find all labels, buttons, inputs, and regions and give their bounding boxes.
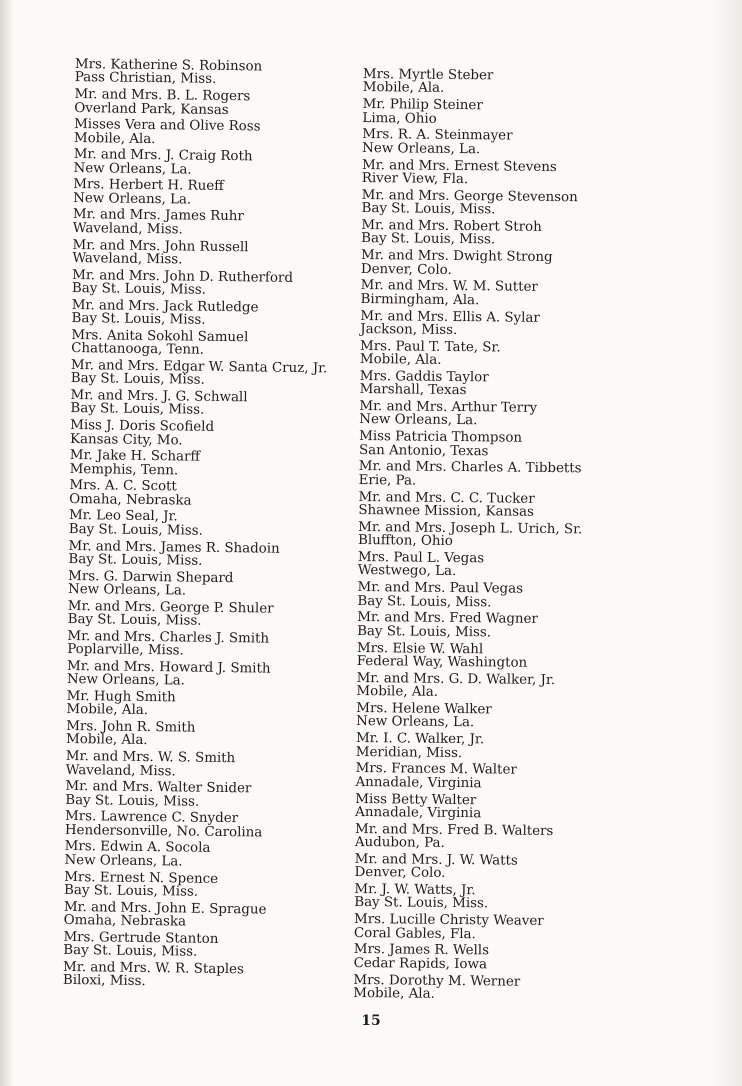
list-item [354, 943, 664, 976]
list-item [359, 460, 669, 493]
entry-name: Mr. Hugh Smith [66, 688, 176, 706]
entry-name: Mr. and Mrs. Fred B. Walters [354, 821, 554, 839]
list-item [69, 509, 349, 543]
page-binding-shadow [0, 0, 14, 1086]
entry-place: New Orleans, La. [356, 714, 475, 731]
list-item [64, 901, 344, 935]
entry-place: Mobile, Ala. [66, 702, 149, 719]
entry-place: Hendersonville, No. Carolina [64, 822, 263, 841]
entry-place: Bay St. Louis, Miss. [68, 521, 203, 539]
entry-place: Overland Park, Kansas [74, 100, 229, 118]
entry-name: Mr. and Mrs. John Russell [72, 237, 249, 255]
entry-place: Lima, Ohio [362, 110, 437, 127]
entry-place: Westwego, La. [357, 563, 457, 580]
list-item [362, 98, 672, 131]
list-item [360, 340, 670, 373]
entry-place: New Orleans, La. [359, 412, 478, 429]
entry-place: Waveland, Miss. [72, 220, 183, 238]
list-item [357, 642, 667, 675]
entry-place: Annadale, Virginia [355, 804, 482, 822]
entry-name: Mr. and Mrs. C. C. Tucker [358, 489, 535, 507]
entry-place: Audubon, Pa. [354, 835, 445, 851]
list-item [68, 600, 348, 634]
right-column [353, 68, 673, 1007]
entry-place: New Orleans, La. [64, 852, 183, 870]
entry-place: Birmingham, Ala. [360, 291, 480, 308]
entry-name: Mrs. Edwin A. Socola [64, 839, 211, 857]
entry-name: Mrs. Gaddis Taylor [359, 368, 489, 386]
entry-name: Mr. and Mrs. Arthur Terry [359, 399, 538, 416]
entry-name: Mr. Philip Steiner [362, 97, 483, 114]
entry-place: Mobile, Ala. [353, 985, 435, 1002]
entry-name: Mr. and Mrs. George P. Shuler [67, 598, 274, 617]
list-item [354, 853, 664, 886]
list-item [360, 279, 670, 312]
entry-place: Jackson, Miss. [360, 321, 458, 338]
entry-name: Mr. Leo Seal, Jr. [68, 508, 178, 525]
entry-name: Mr. and Mrs. Fred Wagner [357, 610, 538, 628]
entry-name: Mr. J. W. Watts, Jr. [354, 882, 476, 899]
entry-place: Erie, Pa. [358, 472, 417, 489]
list-item [362, 159, 672, 192]
entry-name: Mr. and Mrs. Charles A. Tibbetts [358, 459, 582, 477]
entry-place: New Orleans, La. [66, 672, 186, 689]
entry-name: Mrs. John R. Smith [66, 719, 196, 736]
entry-name: Mr. and Mrs. Ellis A. Sylar [360, 308, 540, 326]
entry-place: Mobile, Ala. [65, 732, 148, 749]
entry-place: Waveland, Miss. [72, 250, 183, 268]
entry-place: Bay St. Louis, Miss. [64, 882, 199, 900]
entry-place: Coral Gables, Fla. [353, 925, 476, 942]
entry-place: Annadale, Virginia [355, 774, 482, 791]
entry-name: Mr. and Mrs. Paul Vegas [357, 580, 524, 597]
entry-name: Mrs. Frances M. Walter [355, 761, 517, 778]
entry-name: Mr. and Mrs. John D. Rutherford [72, 267, 294, 286]
entry-place: New Orleans, La. [67, 581, 187, 599]
entry-place: Chattanooga, Tenn. [71, 341, 205, 358]
entry-name: Mr. and Mrs. Charles J. Smith [67, 628, 270, 647]
page-number: 15 [361, 1013, 381, 1029]
entry-name: Mrs. Ernest N. Spence [64, 869, 219, 887]
entry-place: Bay St. Louis, Miss. [70, 401, 205, 419]
list-item [358, 491, 668, 524]
list-item [362, 128, 672, 161]
entry-name: Mr. and Mrs. Walter Snider [65, 779, 252, 797]
list-item [356, 732, 666, 765]
entry-place: Mobile, Ala. [73, 130, 156, 147]
entry-place: Biloxi, Miss. [62, 973, 146, 990]
entry-name: Miss Patricia Thompson [359, 429, 523, 446]
left-column [63, 58, 355, 994]
entry-place: Kansas City, Mo. [69, 431, 183, 448]
entry-name: Miss J. Doris Scofield [70, 418, 215, 435]
entry-name: Mr. and Mrs. James R. Shadoin [68, 538, 280, 557]
entry-place: Mobile, Ala. [362, 80, 445, 97]
entry-place: Meridian, Miss. [355, 744, 463, 761]
entry-name: Mrs. Herbert H. Rueff [73, 177, 224, 195]
entry-name: Mr. and Mrs. J. Craig Roth [73, 147, 253, 165]
entry-name: Mrs. James R. Wells [353, 942, 490, 959]
entry-place: Bay St. Louis, Miss. [67, 612, 202, 629]
entry-name: Mr. and Mrs. Robert Stroh [361, 217, 542, 235]
list-item [64, 840, 344, 874]
entry-name: Mr. and Mrs. George Stevenson [361, 187, 578, 206]
list-item [361, 249, 671, 282]
entry-name: Mr. and Mrs. W. M. Sutter [360, 278, 538, 296]
entry-name: Mr. Jake H. Scharff [69, 448, 201, 465]
entry-place: Bay St. Louis, Miss. [361, 201, 496, 218]
entry-name: Mrs. Gertrude Stanton [63, 929, 219, 947]
entry-name: Mr. I. C. Walker, Jr. [355, 731, 485, 748]
entry-name: Mrs. Paul T. Tate, Sr. [360, 338, 501, 356]
entry-place: New Orleans, La. [362, 140, 481, 158]
entry-place: Omaha, Nebraska [63, 912, 187, 930]
entry-place: Denver, Colo. [354, 865, 446, 882]
entry-place: Pass Christian, Miss. [74, 70, 217, 88]
list-item [353, 974, 663, 1007]
entry-name: Mr. and Mrs. J. G. Schwall [70, 388, 248, 406]
entry-name: Mrs. Helene Walker [356, 700, 492, 718]
entry-place: Bay St. Louis, Miss. [71, 311, 206, 328]
entry-place: Denver, Colo. [360, 261, 452, 278]
entry-name: Mr. and Mrs. B. L. Rogers [74, 87, 251, 105]
list-item [355, 823, 665, 856]
entry-name: Mr. and Mrs. Ernest Stevens [361, 157, 557, 175]
entry-place: Marshall, Texas [359, 382, 467, 399]
list-item [355, 762, 665, 795]
list-item [64, 870, 344, 904]
list-item [357, 581, 667, 614]
entry-name: Mrs. A. C. Scott [69, 478, 177, 495]
entry-name: Misses Vera and Olive Ross [74, 117, 261, 135]
list-item [360, 370, 670, 403]
list-item [71, 299, 351, 333]
list-item [358, 551, 668, 584]
entry-name: Mrs. Lawrence C. Snyder [64, 809, 239, 827]
list-item [356, 702, 666, 735]
entry-place: Bay St. Louis, Miss. [70, 371, 205, 389]
entry-name: Mr. and Mrs. G. D. Walker, Jr. [356, 670, 556, 688]
list-item [72, 239, 352, 273]
entry-place: New Orleans, La. [73, 190, 192, 208]
list-item [71, 329, 351, 363]
entry-name: Mrs. Katherine S. Robinson [74, 57, 263, 75]
entry-place: Mobile, Ala. [359, 352, 442, 368]
entry-place: Bay St. Louis, Miss. [361, 231, 496, 248]
list-item [357, 611, 667, 644]
entry-place: Omaha, Nebraska [69, 491, 192, 509]
entry-name: Mr. and Mrs. J. W. Watts [354, 851, 518, 869]
list-item [355, 792, 665, 825]
list-item [363, 68, 673, 101]
entry-name: Mr. and Mrs. Howard J. Smith [66, 658, 271, 677]
entry-name: Mr. and Mrs. Dwight Strong [360, 248, 553, 266]
entry-place: Poplarville, Miss. [67, 642, 184, 659]
entry-place: Memphis, Tenn. [69, 461, 179, 479]
list-item [361, 189, 671, 222]
list-item [361, 219, 671, 252]
entry-place: River View, Fla. [361, 170, 469, 188]
entry-name: Mr. and Mrs. W. R. Staples [62, 959, 244, 978]
entry-name: Mrs. Elsie W. Wahl [356, 640, 484, 657]
entry-name: Mrs. Paul L. Vegas [357, 549, 485, 567]
list-item [68, 539, 348, 573]
entry-place: Bay St. Louis, Miss. [357, 623, 492, 641]
entry-name: Mr. and Mrs. Joseph L. Urich, Sr. [358, 519, 583, 538]
list-item [354, 883, 664, 916]
entry-place: Shawnee Mission, Kansas [358, 503, 534, 520]
list-item [63, 931, 343, 965]
entry-name: Mrs. G. Darwin Shepard [68, 568, 234, 586]
entry-place: Bay St. Louis, Miss. [357, 593, 492, 610]
entry-name: Mrs. R. A. Steinmayer [362, 127, 513, 144]
entry-place: Bay St. Louis, Miss. [354, 895, 489, 912]
entry-name: Mr. and Mrs. W. S. Smith [65, 749, 236, 767]
list-item [360, 309, 670, 342]
entry-place: Bay St. Louis, Miss. [65, 792, 200, 810]
list-item [67, 630, 347, 664]
entry-name: Miss Betty Walter [355, 791, 477, 808]
entry-place: San Antonio, Texas [358, 442, 489, 459]
entry-name: Mr. and Mrs. Edgar W. Santa Cruz, Jr. [70, 357, 328, 377]
entry-place: Bay St. Louis, Miss. [68, 551, 203, 569]
entry-name: Mrs. Dorothy M. Werner [353, 972, 521, 990]
entry-name: Mr. and Mrs. James Ruhr [72, 207, 244, 225]
entry-name: Mrs. Myrtle Steber [362, 67, 494, 84]
list-item [72, 269, 352, 303]
entry-place: Mobile, Ala. [356, 684, 439, 700]
entry-place: Bay St. Louis, Miss. [63, 943, 198, 960]
list-item [358, 521, 668, 554]
entry-name: Mrs. Lucille Christy Weaver [354, 912, 544, 930]
entry-name: Mr. and Mrs. John E. Sprague [63, 899, 267, 918]
list-item [356, 672, 666, 705]
entry-place: Federal Way, Washington [356, 653, 528, 671]
list-item [68, 570, 348, 604]
list-item [354, 913, 664, 946]
entry-name: Mr. and Mrs. Jack Rutledge [71, 297, 259, 316]
list-item [63, 961, 343, 995]
list-item [359, 430, 669, 463]
entry-place: Bluffton, Ohio [357, 533, 453, 550]
page-edge [712, 0, 742, 1086]
list-item [73, 208, 353, 242]
entry-place: New Orleans, La. [73, 160, 192, 178]
entry-place: Waveland, Miss. [65, 762, 176, 779]
entry-place: Bay St. Louis, Miss. [71, 281, 207, 298]
list-item [359, 400, 669, 433]
entry-place: Cedar Rapids, Iowa [353, 955, 488, 973]
entry-name: Mrs. Anita Sokohl Samuel [71, 327, 249, 346]
